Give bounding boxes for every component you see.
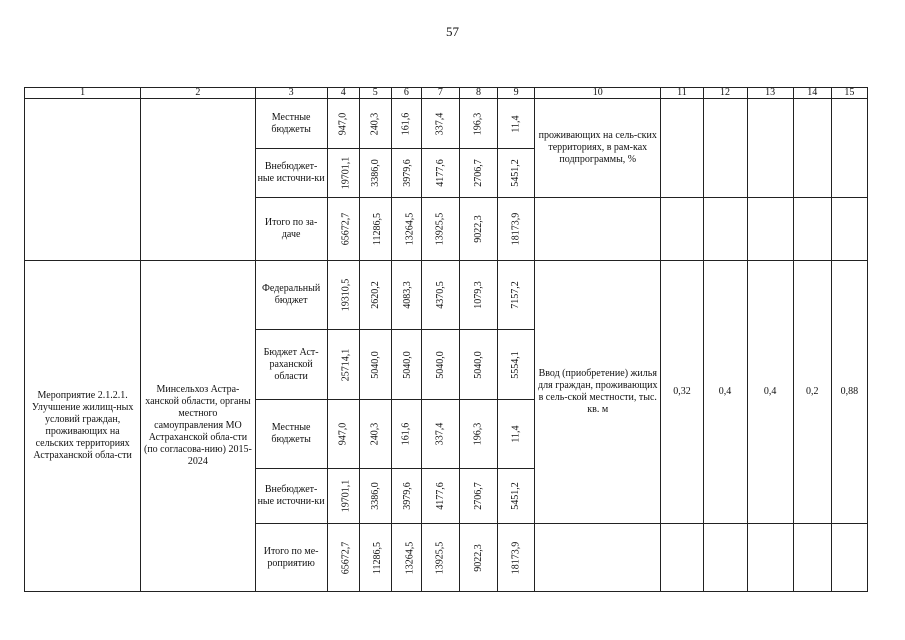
value: 3979,6 [401, 482, 413, 510]
value-cell [359, 469, 391, 524]
value: 3979,6 [401, 159, 413, 187]
empty-cell [703, 524, 747, 592]
value: 5554,1 [510, 350, 522, 379]
value-cell [498, 400, 535, 469]
value: 2706,7 [472, 482, 484, 510]
responsible-executors: Минсельхоз Астра-ханской области, органы местного самоуправления МО Астраханской обла-сти (по согласова-нию) 2015-2024 [141, 261, 255, 592]
col-num: 1 [25, 88, 141, 99]
funding-source: Внебюджет-ные источни-ки [255, 469, 327, 524]
col-num: 2 [141, 88, 255, 99]
value: 2706,7 [472, 159, 484, 187]
col-num: 11 [661, 88, 703, 99]
value: 4083,3 [401, 281, 413, 309]
value-cell [421, 198, 459, 261]
value: 3386,0 [369, 482, 381, 510]
col-num: 6 [391, 88, 421, 99]
empty-cell [25, 99, 141, 261]
value: 11,4 [510, 114, 522, 133]
value-cell [421, 400, 459, 469]
indicator-text: Ввод (приобретение) жилья для граждан, проживающих в сель-ской местности, тыс. кв. м [535, 261, 661, 524]
value-cell [421, 261, 459, 330]
table-row [25, 99, 868, 149]
value: 947,0 [337, 422, 349, 446]
empty-cell [747, 99, 793, 198]
empty-cell [661, 99, 703, 198]
value: 161,6 [400, 112, 412, 135]
value-cell [459, 99, 497, 149]
value-cell [391, 469, 421, 524]
value-cell [459, 400, 497, 469]
value-cell [459, 524, 497, 592]
col-num: 13 [747, 88, 793, 99]
value-cell [498, 469, 535, 524]
page-number: 57 [446, 24, 459, 39]
value: 5040,0 [401, 350, 413, 379]
indicator-value: 0,4 [703, 261, 747, 524]
empty-cell [747, 524, 793, 592]
funding-source: Итого по ме-роприятию [255, 524, 327, 592]
value-cell [327, 400, 359, 469]
value: 65672,7 [339, 212, 351, 246]
col-num: 3 [255, 88, 327, 99]
value-cell [498, 524, 535, 592]
value: 19701,1 [339, 479, 351, 513]
funding-source: Итого по за-даче [255, 198, 327, 261]
value: 9022,3 [472, 215, 484, 243]
value: 9022,3 [472, 543, 484, 572]
funding-source: Местные бюджеты [255, 400, 327, 469]
col-num: 14 [793, 88, 831, 99]
value-cell [359, 524, 391, 592]
col-num: 12 [703, 88, 747, 99]
value: 19701,1 [339, 156, 351, 190]
value-cell [421, 524, 459, 592]
funding-source: Внебюджет-ные источни-ки [255, 149, 327, 198]
table-row [25, 261, 868, 330]
value-cell [327, 99, 359, 149]
value-cell [498, 149, 535, 198]
value: 5451,2 [510, 482, 522, 510]
value-cell [327, 149, 359, 198]
value-cell [498, 99, 535, 149]
value-cell [391, 198, 421, 261]
value-cell [459, 149, 497, 198]
funding-source: Местные бюджеты [255, 99, 327, 149]
measure-title: Мероприятие 2.1.2.1. Улучшение жилищ-ных условий граждан, проживающих на сельских территориях Астраханской обла-сти [25, 261, 141, 592]
value: 11,4 [510, 425, 522, 443]
value: 5040,0 [369, 350, 381, 379]
value-cell [498, 261, 535, 330]
value-cell [327, 524, 359, 592]
value-cell [459, 261, 497, 330]
value: 11286,5 [371, 541, 383, 574]
col-num: 9 [498, 88, 535, 99]
value: 5040,0 [472, 350, 484, 379]
value-cell [327, 198, 359, 261]
value-cell [327, 330, 359, 400]
value: 4370,5 [434, 281, 446, 309]
value: 196,3 [472, 112, 484, 135]
empty-cell [831, 99, 867, 198]
value-cell [359, 261, 391, 330]
indicator-text: проживающих на сель-ских территориях, в рам-ках подпрограммы, % [535, 99, 661, 198]
value-cell [359, 99, 391, 149]
value: 18173,9 [510, 541, 522, 574]
empty-cell [793, 198, 831, 261]
empty-cell [703, 198, 747, 261]
value: 5451,2 [510, 159, 522, 187]
empty-cell [793, 99, 831, 198]
value: 240,3 [369, 422, 381, 446]
value: 18173,9 [510, 212, 522, 246]
empty-cell [831, 198, 867, 261]
empty-cell [831, 524, 867, 592]
value-cell [359, 149, 391, 198]
value-cell [359, 400, 391, 469]
value-cell [421, 330, 459, 400]
value-cell [391, 261, 421, 330]
value-cell [391, 400, 421, 469]
value: 4177,6 [434, 159, 446, 187]
value: 4177,6 [434, 482, 446, 510]
value-cell [498, 330, 535, 400]
value: 337,4 [434, 422, 446, 446]
value-cell [391, 99, 421, 149]
value: 13925,5 [434, 212, 446, 246]
value-cell [359, 330, 391, 400]
value-cell [359, 198, 391, 261]
col-num: 7 [421, 88, 459, 99]
value-cell [459, 469, 497, 524]
empty-cell [747, 198, 793, 261]
value-cell [327, 261, 359, 330]
value: 11286,5 [371, 212, 383, 246]
value: 3386,0 [369, 159, 381, 187]
col-num: 5 [359, 88, 391, 99]
value: 7157,2 [510, 281, 522, 309]
value: 337,4 [434, 112, 446, 135]
value: 947,0 [337, 112, 349, 135]
value-cell [459, 198, 497, 261]
value: 65672,7 [339, 541, 351, 574]
col-num: 10 [535, 88, 661, 99]
empty-cell [703, 99, 747, 198]
value-cell [421, 149, 459, 198]
value: 19310,5 [339, 278, 351, 312]
empty-cell [661, 198, 703, 261]
col-num: 15 [831, 88, 867, 99]
empty-cell [141, 99, 255, 261]
col-num: 4 [327, 88, 359, 99]
empty-cell [661, 524, 703, 592]
indicator-value: 0,2 [793, 261, 831, 524]
value: 2620,2 [369, 281, 381, 309]
value-cell [421, 469, 459, 524]
indicator-value: 0,32 [661, 261, 703, 524]
value: 196,3 [472, 422, 484, 446]
empty-cell [535, 198, 661, 261]
value-cell [498, 198, 535, 261]
value-cell [327, 469, 359, 524]
empty-cell [793, 524, 831, 592]
value-cell [391, 330, 421, 400]
indicator-value: 0,88 [831, 261, 867, 524]
empty-cell [535, 524, 661, 592]
value: 25714,1 [339, 348, 351, 381]
value-cell [391, 149, 421, 198]
value: 13264,5 [404, 212, 416, 246]
indicator-value: 0,4 [747, 261, 793, 524]
value: 1079,3 [472, 281, 484, 309]
value: 5040,0 [434, 350, 446, 379]
value: 240,3 [369, 112, 381, 135]
value-cell [391, 524, 421, 592]
funding-source: Бюджет Аст-раханской области [255, 330, 327, 400]
value-cell [459, 330, 497, 400]
value: 161,6 [400, 422, 412, 446]
value: 13925,5 [434, 541, 446, 574]
value-cell [421, 99, 459, 149]
column-number-row [25, 88, 868, 99]
funding-source: Федеральный бюджет [255, 261, 327, 330]
col-num: 8 [459, 88, 497, 99]
program-table [24, 87, 868, 592]
value: 13264,5 [404, 541, 416, 574]
